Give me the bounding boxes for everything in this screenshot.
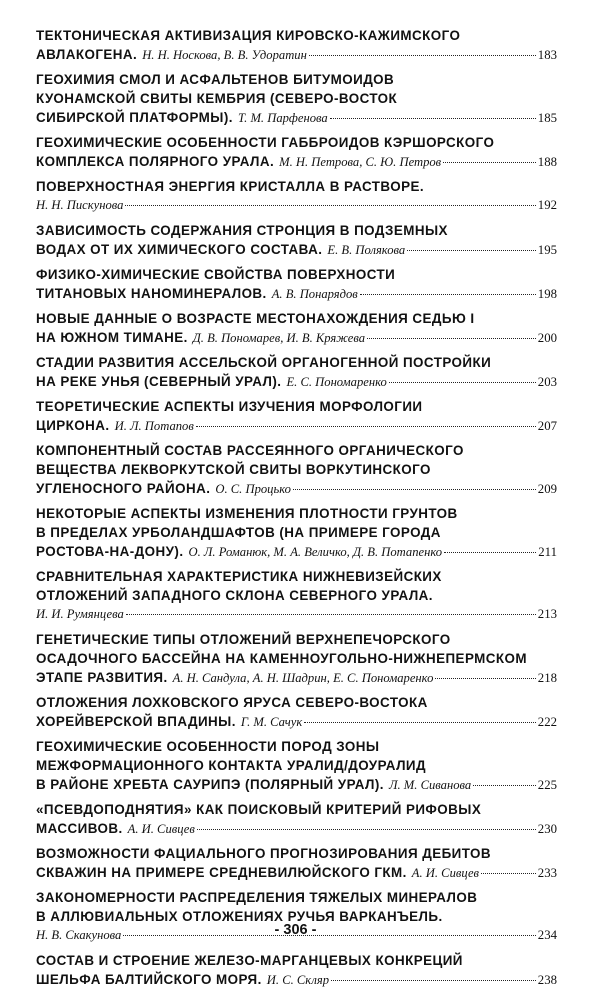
entry-title-line: ОСАДОЧНОГО БАССЕЙНА НА КАМЕННОУГОЛЬНО-НИЖНЕПЕРМСКОМ bbox=[36, 651, 527, 666]
entry-authors: Л. М. Сиванова bbox=[388, 778, 472, 792]
entry-title-line: КОМПОНЕНТНЫЙ СОСТАВ РАССЕЯННОГО ОРГАНИЧЕСКОГО bbox=[36, 443, 464, 458]
entry-page-number: 195 bbox=[537, 243, 557, 257]
dot-leader bbox=[473, 785, 536, 786]
entry-page-number: 203 bbox=[537, 375, 557, 389]
toc-entry bbox=[36, 951, 557, 989]
entry-title-line: СИБИРСКОЙ ПЛАТФОРМЫ). bbox=[36, 110, 233, 125]
entry-authors: О. С. Процько bbox=[215, 482, 291, 496]
entry-title-line: РОСТОВА-НА-ДОНУ). bbox=[36, 544, 184, 559]
entry-authors: Д. В. Пономарев, И. В. Кряжева bbox=[192, 331, 366, 345]
entry-authors: М. Н. Петрова, С. Ю. Петров bbox=[279, 155, 442, 169]
table-of-contents bbox=[36, 26, 557, 989]
toc-entry-line bbox=[36, 951, 557, 970]
toc-entry-line bbox=[36, 970, 557, 989]
toc-entry bbox=[36, 26, 557, 64]
entry-title-line: КУОНАМСКОЙ СВИТЫ КЕМБРИЯ (СЕВЕРО-ВОСТОК bbox=[36, 91, 398, 106]
toc-entry bbox=[36, 441, 557, 498]
entry-title-line: КОМПЛЕКСА ПОЛЯРНОГО УРАЛА. bbox=[36, 154, 275, 169]
toc-entry-line bbox=[36, 240, 557, 259]
dot-leader bbox=[196, 426, 536, 427]
toc-entry-line bbox=[36, 844, 557, 863]
entry-title-line: НЕКОТОРЫЕ АСПЕКТЫ ИЗМЕНЕНИЯ ПЛОТНОСТИ ГРУНТОВ bbox=[36, 506, 458, 521]
toc-entry-line bbox=[36, 177, 557, 196]
entry-title-line: ЭТАПЕ РАЗВИТИЯ. bbox=[36, 670, 168, 685]
dot-leader bbox=[367, 338, 536, 339]
dot-leader bbox=[407, 250, 536, 251]
entry-title-line: ЦИРКОНА. bbox=[36, 418, 110, 433]
entry-page-number: 188 bbox=[537, 155, 557, 169]
entry-authors: О. Л. Романюк, М. А. Величко, Д. В. Потапенко bbox=[188, 545, 443, 559]
entry-title-line: ОТЛОЖЕНИЙ ЗАПАДНОГО СКЛОНА СЕВЕРНОГО УРАЛА. bbox=[36, 588, 433, 603]
entry-title-line: ВЕЩЕСТВА ЛЕКВОРКУТСКОЙ СВИТЫ ВОРКУТИНСКОГО bbox=[36, 462, 431, 477]
toc-entry bbox=[36, 397, 557, 435]
toc-entry bbox=[36, 800, 557, 838]
toc-entry-line bbox=[36, 863, 557, 882]
dot-leader bbox=[443, 162, 536, 163]
entry-title-line: В РАЙОНЕ ХРЕБТА САУРИПЭ (ПОЛЯРНЫЙ УРАЛ). bbox=[36, 777, 384, 792]
toc-entry-line bbox=[36, 712, 557, 731]
entry-title-line: СРАВНИТЕЛЬНАЯ ХАРАКТЕРИСТИКА НИЖНЕВИЗЕЙСКИХ bbox=[36, 569, 442, 584]
entry-title-line: УГЛЕНОСНОГО РАЙОНА. bbox=[36, 481, 211, 496]
toc-entry-line bbox=[36, 567, 557, 586]
entry-title-line: НА ЮЖНОМ ТИМАНЕ. bbox=[36, 330, 188, 345]
entry-title-line: В АЛЛЮВИАЛЬНЫХ ОТЛОЖЕНИЯХ РУЧЬЯ ВАРКАНЪЕЛЬ. bbox=[36, 909, 443, 924]
entry-page-number: 200 bbox=[537, 331, 557, 345]
entry-title-line: ФИЗИКО-ХИМИЧЕСКИЕ СВОЙСТВА ПОВЕРХНОСТИ bbox=[36, 267, 396, 282]
entry-authors: Г. М. Сачук bbox=[240, 715, 303, 729]
entry-page-number: 234 bbox=[537, 928, 557, 942]
toc-entry bbox=[36, 265, 557, 303]
toc-entry-line bbox=[36, 523, 557, 542]
entry-authors: А. И. Сивцев bbox=[127, 822, 195, 836]
entry-title-line: СТАДИИ РАЗВИТИЯ АССЕЛЬСКОЙ ОРГАНОГЕННОЙ ПОСТРОЙКИ bbox=[36, 355, 492, 370]
toc-entry-line bbox=[36, 693, 557, 712]
entry-title-line: НА РЕКЕ УНЬЯ (СЕВЕРНЫЙ УРАЛ). bbox=[36, 374, 282, 389]
toc-entry-line bbox=[36, 737, 557, 756]
entry-page-number: 233 bbox=[537, 866, 557, 880]
entry-title-line: СКВАЖИН НА ПРИМЕРЕ СРЕДНЕВИЛЮЙСКОГО ГКМ. bbox=[36, 865, 407, 880]
dot-leader bbox=[330, 118, 536, 119]
entry-title-line: ТЕОРЕТИЧЕСКИЕ АСПЕКТЫ ИЗУЧЕНИЯ МОРФОЛОГИИ bbox=[36, 399, 423, 414]
toc-entry bbox=[36, 567, 557, 624]
toc-entry bbox=[36, 737, 557, 794]
entry-title-line: АВЛАКОГЕНА. bbox=[36, 47, 138, 62]
toc-entry bbox=[36, 221, 557, 259]
entry-title-line: СОСТАВ И СТРОЕНИЕ ЖЕЛЕЗО-МАРГАНЦЕВЫХ КОНКРЕЦИЙ bbox=[36, 953, 463, 968]
toc-entry-line bbox=[36, 328, 557, 347]
toc-entry-line bbox=[36, 397, 557, 416]
dot-leader bbox=[360, 294, 536, 295]
toc-entry-line bbox=[36, 542, 557, 561]
entry-title-line: ОТЛОЖЕНИЯ ЛОХКОВСКОГО ЯРУСА СЕВЕРО-ВОСТОКА bbox=[36, 695, 428, 710]
toc-entry-line bbox=[36, 504, 557, 523]
toc-entry bbox=[36, 353, 557, 391]
toc-entry-line bbox=[36, 108, 557, 127]
dot-leader bbox=[331, 980, 536, 981]
toc-entry-line bbox=[36, 196, 557, 215]
entry-authors: Е. С. Пономаренко bbox=[286, 375, 387, 389]
toc-entry bbox=[36, 630, 557, 687]
entry-page-number: 185 bbox=[537, 111, 557, 125]
toc-entry-line bbox=[36, 586, 557, 605]
entry-page-number: 238 bbox=[537, 973, 557, 987]
dot-leader bbox=[481, 873, 536, 874]
entry-page-number: 209 bbox=[537, 482, 557, 496]
toc-entry-line bbox=[36, 479, 557, 498]
entry-page-number: 213 bbox=[537, 607, 557, 621]
entry-title-line: ЗАВИСИМОСТЬ СОДЕРЖАНИЯ СТРОНЦИЯ В ПОДЗЕМНЫХ bbox=[36, 223, 448, 238]
entry-title-line: ШЕЛЬФА БАЛТИЙСКОГО МОРЯ. bbox=[36, 972, 262, 987]
dot-leader bbox=[304, 722, 536, 723]
page-number-footer: - 306 - bbox=[274, 922, 317, 938]
toc-entry bbox=[36, 309, 557, 347]
toc-entry-line bbox=[36, 133, 557, 152]
toc-entry-line bbox=[36, 668, 557, 687]
entry-title-line: ЗАКОНОМЕРНОСТИ РАСПРЕДЕЛЕНИЯ ТЯЖЕЛЫХ МИНЕРАЛОВ bbox=[36, 890, 478, 905]
toc-entry bbox=[36, 504, 557, 561]
entry-authors: Н. В. Скакунова bbox=[36, 928, 122, 942]
dot-leader bbox=[293, 489, 536, 490]
toc-entry-line bbox=[36, 70, 557, 89]
entry-page-number: 183 bbox=[537, 48, 557, 62]
toc-entry-line bbox=[36, 605, 557, 624]
entry-title-line: ГЕОХИМИЧЕСКИЕ ОСОБЕННОСТИ ГАББРОИДОВ КЭРШОРСКОГО bbox=[36, 135, 495, 150]
toc-entry-line bbox=[36, 800, 557, 819]
toc-entry-line bbox=[36, 309, 557, 328]
toc-entry-line bbox=[36, 353, 557, 372]
toc-entry-line bbox=[36, 775, 557, 794]
toc-entry-line bbox=[36, 265, 557, 284]
toc-entry bbox=[36, 693, 557, 731]
entry-title-line: ТЕКТОНИЧЕСКАЯ АКТИВИЗАЦИЯ КИРОВСКО-КАЖИМСКОГО bbox=[36, 28, 461, 43]
entry-page-number: 222 bbox=[537, 715, 557, 729]
entry-title-line: ГЕОХИМИЯ СМОЛ И АСФАЛЬТЕНОВ БИТУМОИДОВ bbox=[36, 72, 395, 87]
toc-entry-line bbox=[36, 284, 557, 303]
entry-page-number: 211 bbox=[538, 545, 557, 559]
entry-title-line: НОВЫЕ ДАННЫЕ О ВОЗРАСТЕ МЕСТОНАХОЖДЕНИЯ СЕДЬЮ I bbox=[36, 311, 475, 326]
entry-page-number: 198 bbox=[537, 287, 557, 301]
dot-leader bbox=[389, 382, 536, 383]
entry-authors: А. В. Понарядов bbox=[271, 287, 358, 301]
entry-title-line: ВОДАХ ОТ ИХ ХИМИЧЕСКОГО СОСТАВА. bbox=[36, 242, 323, 257]
entry-authors: И. И. Румянцева bbox=[36, 607, 124, 621]
dot-leader bbox=[126, 614, 536, 615]
entry-page-number: 230 bbox=[537, 822, 557, 836]
dot-leader bbox=[435, 678, 535, 679]
entry-authors: А. И. Сивцев bbox=[411, 866, 480, 880]
entry-authors: Е. В. Полякова bbox=[327, 243, 406, 257]
entry-title-line: ХОРЕЙВЕРСКОЙ ВПАДИНЫ. bbox=[36, 714, 236, 729]
entry-page-number: 207 bbox=[537, 419, 557, 433]
toc-entry-line bbox=[36, 649, 557, 668]
entry-title-line: ПОВЕРХНОСТНАЯ ЭНЕРГИЯ КРИСТАЛЛА В РАСТВОРЕ. bbox=[36, 179, 425, 194]
entry-title-line: ГЕНЕТИЧЕСКИЕ ТИПЫ ОТЛОЖЕНИЙ ВЕРХНЕПЕЧОРСКОГО bbox=[36, 632, 451, 647]
toc-entry bbox=[36, 177, 557, 215]
entry-title-line: ГЕОХИМИЧЕСКИЕ ОСОБЕННОСТИ ПОРОД ЗОНЫ bbox=[36, 739, 380, 754]
toc-entry bbox=[36, 70, 557, 127]
entry-page-number: 192 bbox=[537, 198, 557, 212]
toc-entry-line bbox=[36, 630, 557, 649]
entry-title-line: МЕЖФОРМАЦИОННОГО КОНТАКТА УРАЛИД/ДОУРАЛИД bbox=[36, 758, 426, 773]
dot-leader bbox=[197, 829, 536, 830]
toc-entry-line bbox=[36, 45, 557, 64]
toc-entry-line bbox=[36, 416, 557, 435]
toc-entry bbox=[36, 844, 557, 882]
toc-entry-line bbox=[36, 441, 557, 460]
entry-title-line: МАССИВОВ. bbox=[36, 821, 123, 836]
dot-leader bbox=[309, 55, 536, 56]
toc-entry-line bbox=[36, 460, 557, 479]
entry-authors: Н. Н. Пискунова bbox=[36, 198, 124, 212]
entry-authors: А. Н. Сандула, А. Н. Шадрин, Е. С. Пономаренко bbox=[172, 671, 434, 685]
entry-title-line: ТИТАНОВЫХ НАНОМИНЕРАЛОВ. bbox=[36, 286, 267, 301]
dot-leader bbox=[125, 205, 535, 206]
entry-page-number: 225 bbox=[537, 778, 557, 792]
toc-entry-line bbox=[36, 26, 557, 45]
entry-title-line: «ПСЕВДОПОДНЯТИЯ» КАК ПОИСКОВЫЙ КРИТЕРИЙ РИФОВЫХ bbox=[36, 802, 482, 817]
toc-entry-line bbox=[36, 221, 557, 240]
entry-title-line: В ПРЕДЕЛАХ УРБОЛАНДШАФТОВ (НА ПРИМЕРЕ ГОРОДА bbox=[36, 525, 441, 540]
toc-entry-line bbox=[36, 756, 557, 775]
dot-leader bbox=[444, 552, 536, 553]
entry-title-line: ВОЗМОЖНОСТИ ФАЦИАЛЬНОГО ПРОГНОЗИРОВАНИЯ ДЕБИТОВ bbox=[36, 846, 492, 861]
entry-authors: Н. Н. Носкова, В. В. Удоратин bbox=[142, 48, 307, 62]
toc-entry-line bbox=[36, 819, 557, 838]
entry-authors: Т. М. Парфенова bbox=[237, 111, 328, 125]
toc-entry-line bbox=[36, 372, 557, 391]
toc-entry-line bbox=[36, 888, 557, 907]
entry-page-number: 218 bbox=[537, 671, 557, 685]
toc-entry bbox=[36, 133, 557, 171]
toc-entry-line bbox=[36, 152, 557, 171]
entry-authors: И. Л. Потапов bbox=[114, 419, 194, 433]
toc-entry-line bbox=[36, 89, 557, 108]
entry-authors: И. С. Скляр bbox=[266, 973, 330, 987]
